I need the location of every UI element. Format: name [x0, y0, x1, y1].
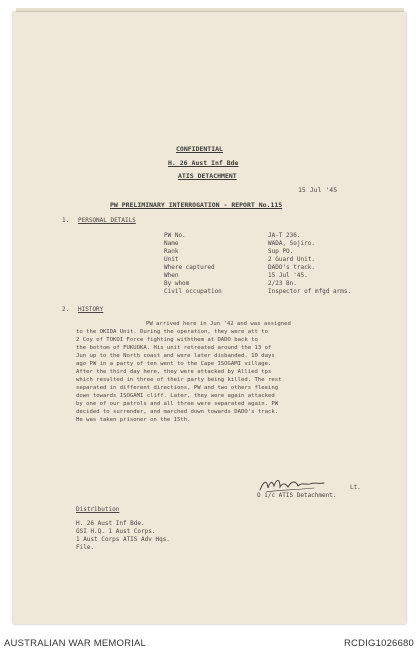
field-label-where-captured: Where captured: [164, 264, 215, 271]
report-title: PW PRELIMINARY INTERROGATION - REPORT No.115: [110, 201, 283, 209]
field-value-where-captured: DADO's track.: [268, 264, 315, 271]
classification-heading: CONFIDENTIAL: [176, 145, 223, 153]
section1-number: 1.: [62, 217, 70, 224]
history-line: Jun up to the North coast and were later disbanded. 10 days: [76, 353, 275, 359]
history-line: by one of our patrols and all three were separated again. PW: [76, 401, 279, 407]
history-line: down towards ISOGAMI cliff. Later, they were again attacked: [76, 393, 275, 399]
distribution-item: 1 Aust Corps ATIS Adv Hqs.: [76, 536, 170, 543]
document-page: [13, 12, 406, 624]
history-line: After the third day here, they were attacked by Allied tps: [76, 369, 272, 375]
signature-title: O i/c ATIS Detachment.: [257, 492, 337, 499]
field-label-pw-no: PW No.: [164, 232, 186, 239]
field-label-civil-occupation: Civil occupation: [164, 288, 222, 295]
field-value-by-whom: 2/23 Bn.: [268, 280, 297, 287]
history-line: 2 Coy of TOKOI Force fighting withthem at DADO back to: [76, 337, 258, 343]
history-line: the bottom of FUKUOKA. His unit retreated around the 13 of: [76, 345, 272, 351]
field-label-when: When: [164, 272, 179, 279]
history-line: PW arrived here in Jun '42 and was assigned: [146, 321, 291, 327]
history-line: which resulted in three of their party being killed. The rest: [76, 377, 282, 383]
history-line: decided to surrender, and marched down towards DADO's track.: [76, 409, 279, 415]
field-value-civil-occupation: Inspector of mfgd arms.: [268, 288, 352, 295]
distribution-heading: Distribution: [76, 506, 120, 513]
section2-number: 2.: [62, 306, 70, 313]
history-line: separated in different directions, PW and two others fleeing: [76, 385, 279, 391]
section-heading: ATIS DETACHMENT: [178, 172, 237, 180]
archive-footer: [0, 634, 418, 654]
history-line: ago PW in a party of ten went to the Cape ISOGAMI village.: [76, 361, 272, 367]
field-value-rank: Sup PO.: [268, 248, 294, 255]
field-label-by-whom: By whom: [164, 280, 190, 287]
footer-record-id: RCDIG1026680: [344, 638, 414, 649]
distribution-item: H. 26 Aust Inf Bde.: [76, 520, 145, 527]
field-value-name: WADA, Sojiro.: [268, 240, 315, 247]
signature-suffix: Lt.: [350, 484, 361, 491]
distribution-item: File.: [76, 544, 95, 551]
field-label-rank: Rank: [164, 248, 179, 255]
field-value-pw-no: JA-T 236.: [268, 232, 301, 239]
field-value-when: 15 Jul '45.: [268, 272, 308, 279]
section1-heading: PERSONAL DETAILS: [78, 217, 136, 224]
unit-heading: H. 26 Aust Inf Bde: [168, 159, 239, 167]
footer-institution: AUSTRALIAN WAR MEMORIAL: [4, 638, 147, 649]
field-label-name: Name: [164, 240, 179, 247]
history-line: He was taken prisoner on the 15th.: [76, 417, 191, 423]
field-label-unit: Unit: [164, 256, 179, 263]
field-value-unit: 2 Guard Unit.: [268, 256, 315, 263]
history-line: to the OKIDA Unit. During the operation, they were att to: [76, 329, 268, 335]
distribution-item: GSI H.Q. 1 Aust Corps.: [76, 528, 156, 535]
section2-heading: HISTORY: [78, 306, 104, 313]
report-date: 15 Jul '45: [298, 186, 338, 194]
